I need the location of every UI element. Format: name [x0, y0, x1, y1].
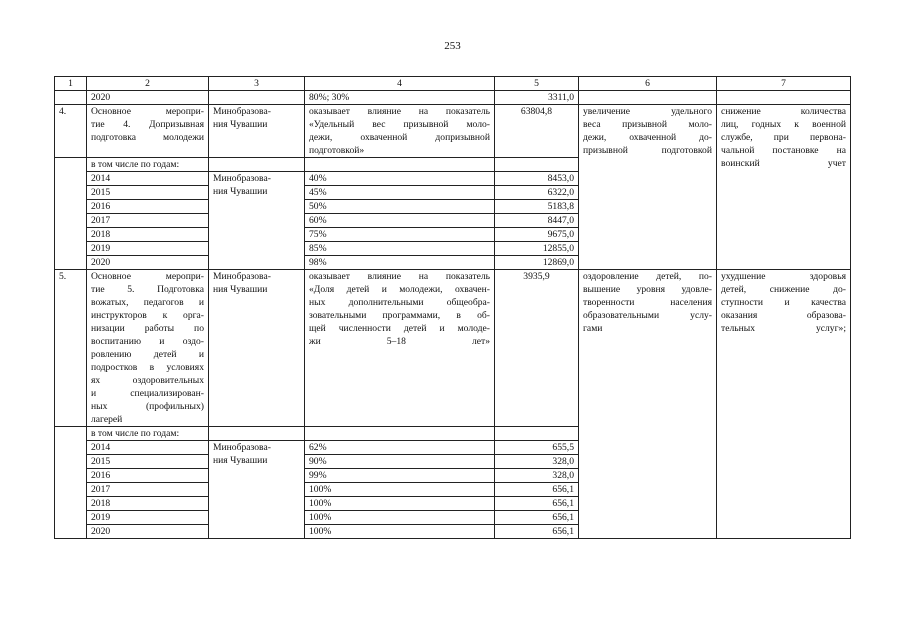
- indicator-cell: 62%: [305, 441, 495, 455]
- text-line: гами: [583, 323, 603, 334]
- indicator-cell: 100%: [305, 511, 495, 525]
- year-cell: 2017: [87, 483, 209, 497]
- item-title: [87, 270, 209, 427]
- text-line: Минобразова-: [213, 442, 271, 453]
- amount-cell: 656,1: [495, 497, 579, 511]
- text-line: Минобразова-: [213, 173, 271, 184]
- main-item-row: [55, 105, 851, 158]
- amount-cell: 656,1: [495, 483, 579, 497]
- text-line: зовательными программами, в об-: [309, 310, 490, 321]
- amount-cell: 8453,0: [495, 172, 579, 186]
- indicator-cell: 80%; 30%: [305, 91, 495, 105]
- text-line: «Удельный вес призывной моло-: [309, 119, 490, 130]
- year-cell: 2020: [87, 256, 209, 270]
- text-line: тельных услуг»;: [721, 323, 846, 334]
- year-cell: 2015: [87, 455, 209, 469]
- indicator-cell: 85%: [305, 242, 495, 256]
- year-cell: 2015: [87, 186, 209, 200]
- text-line: ния Чувашии: [213, 119, 268, 130]
- text-line: оздоровление детей, по-: [583, 271, 712, 282]
- text-line: ухудшение здоровья: [721, 271, 846, 282]
- text-line: низации работы по: [91, 323, 204, 334]
- year-cell: 2014: [87, 441, 209, 455]
- item-title: [87, 105, 209, 158]
- amount-cell: 3311,0: [495, 91, 579, 105]
- table-body: [55, 77, 851, 539]
- consequence: [717, 105, 851, 270]
- amount-cell: 6322,0: [495, 186, 579, 200]
- text-line: лиц, годных к военной: [721, 119, 846, 130]
- amount-cell: 8447,0: [495, 214, 579, 228]
- indicator-cell: 98%: [305, 256, 495, 270]
- text-line: вышение уровня удовле-: [583, 284, 712, 295]
- text-line: ния Чувашии: [213, 284, 268, 295]
- text-line: подростков в условиях: [91, 362, 204, 373]
- text-line: тие 5. Подготовка: [91, 284, 204, 295]
- amount-cell: 5183,8: [495, 200, 579, 214]
- amount-cell: 656,1: [495, 511, 579, 525]
- page-number: 253: [444, 40, 461, 52]
- effect: [305, 270, 495, 427]
- amount-cell: 12855,0: [495, 242, 579, 256]
- item-number: 5.: [55, 270, 87, 427]
- indicator-cell: 50%: [305, 200, 495, 214]
- indicator-cell: 99%: [305, 469, 495, 483]
- year-cell: 2016: [87, 200, 209, 214]
- text-line: жи 5–18 лет»: [309, 336, 490, 347]
- year-cell: 2016: [87, 469, 209, 483]
- executor: [209, 105, 305, 158]
- amount-cell: 328,0: [495, 469, 579, 483]
- text-line: веса призывной моло-: [583, 119, 712, 130]
- main-item-row: [55, 270, 851, 427]
- year-cell: 2019: [87, 242, 209, 256]
- year-cell: 2014: [87, 172, 209, 186]
- text-line: дежи, охваченной допризывной: [309, 132, 490, 143]
- text-line: Основное меропри-: [91, 271, 204, 282]
- header-row: [55, 77, 851, 91]
- text-line: подготовка молодежи: [91, 132, 204, 143]
- text-line: призывной подготовкой: [583, 145, 712, 156]
- text-line: ных дополнительными общеобра-: [309, 297, 490, 308]
- text-line: инструкторов к орга-: [91, 310, 204, 321]
- expected-result: [579, 270, 717, 539]
- year-cell: 2020: [87, 91, 209, 105]
- year-cell: 2018: [87, 228, 209, 242]
- year-executor: [209, 172, 305, 270]
- text-line: ных (профильных): [91, 401, 204, 412]
- col-header-6: 6: [579, 77, 717, 91]
- total-amount: 3935,9: [495, 270, 579, 427]
- expected-result: [579, 105, 717, 270]
- text-line: увеличение удельного: [583, 106, 712, 117]
- amount-cell: 328,0: [495, 455, 579, 469]
- program-table: [54, 76, 851, 539]
- text-line: дежи, охваченной до-: [583, 132, 712, 143]
- text-line: подготовкой»: [309, 145, 365, 156]
- consequence: [717, 270, 851, 539]
- year-cell: 2020: [87, 525, 209, 539]
- text-line: ния Чувашии: [213, 186, 268, 197]
- table-row: [55, 91, 851, 105]
- text-line: оказывает влияние на показатель: [309, 106, 490, 117]
- text-line: снижение количества: [721, 106, 846, 117]
- text-line: ния Чувашии: [213, 455, 268, 466]
- year-executor: [209, 441, 305, 539]
- indicator-cell: 90%: [305, 455, 495, 469]
- text-line: службе, при первона-: [721, 132, 846, 143]
- by-years-label: в том числе по годам:: [87, 427, 209, 441]
- year-cell: 2018: [87, 497, 209, 511]
- by-years-label: в том числе по годам:: [87, 158, 209, 172]
- text-line: «Доля детей и молодежи, охвачен-: [309, 284, 490, 295]
- text-line: тие 4. Допризывная: [91, 119, 204, 130]
- col-header-3: 3: [209, 77, 305, 91]
- text-line: оказания образова-: [721, 310, 846, 321]
- indicator-cell: 40%: [305, 172, 495, 186]
- col-header-4: 4: [305, 77, 495, 91]
- col-header-1: 1: [55, 77, 87, 91]
- col-header-5: 5: [495, 77, 579, 91]
- text-line: оказывает влияние на показатель: [309, 271, 490, 282]
- indicator-cell: 100%: [305, 525, 495, 539]
- text-line: Основное меропри-: [91, 106, 204, 117]
- text-line: образовательными услу-: [583, 310, 712, 321]
- amount-cell: 9675,0: [495, 228, 579, 242]
- indicator-cell: 45%: [305, 186, 495, 200]
- executor: [209, 270, 305, 427]
- col-header-7: 7: [717, 77, 851, 91]
- col-header-2: 2: [87, 77, 209, 91]
- text-line: и специализирован-: [91, 388, 204, 399]
- indicator-cell: 75%: [305, 228, 495, 242]
- text-line: детей, снижение до-: [721, 284, 846, 295]
- item-number: 4.: [55, 105, 87, 158]
- text-line: Минобразова-: [213, 106, 271, 117]
- amount-cell: 655,5: [495, 441, 579, 455]
- amount-cell: 656,1: [495, 525, 579, 539]
- year-cell: 2019: [87, 511, 209, 525]
- text-line: ях оздоровительных: [91, 375, 204, 386]
- text-line: чальной постановке на: [721, 145, 846, 156]
- text-line: ровлению детей и: [91, 349, 204, 360]
- text-line: лагерей: [91, 414, 123, 425]
- text-line: ступности и качества: [721, 297, 846, 308]
- text-line: творенности населения: [583, 297, 712, 308]
- text-line: воинский учет: [721, 158, 846, 169]
- text-line: Минобразова-: [213, 271, 271, 282]
- text-line: щей численности детей и молоде-: [309, 323, 490, 334]
- effect: [305, 105, 495, 158]
- indicator-cell: 100%: [305, 483, 495, 497]
- indicator-cell: 60%: [305, 214, 495, 228]
- text-line: вожатых, педагогов и: [91, 297, 204, 308]
- year-cell: 2017: [87, 214, 209, 228]
- amount-cell: 12869,0: [495, 256, 579, 270]
- text-line: воспитанию и оздо-: [91, 336, 204, 347]
- indicator-cell: 100%: [305, 497, 495, 511]
- total-amount: 63804,8: [495, 105, 579, 158]
